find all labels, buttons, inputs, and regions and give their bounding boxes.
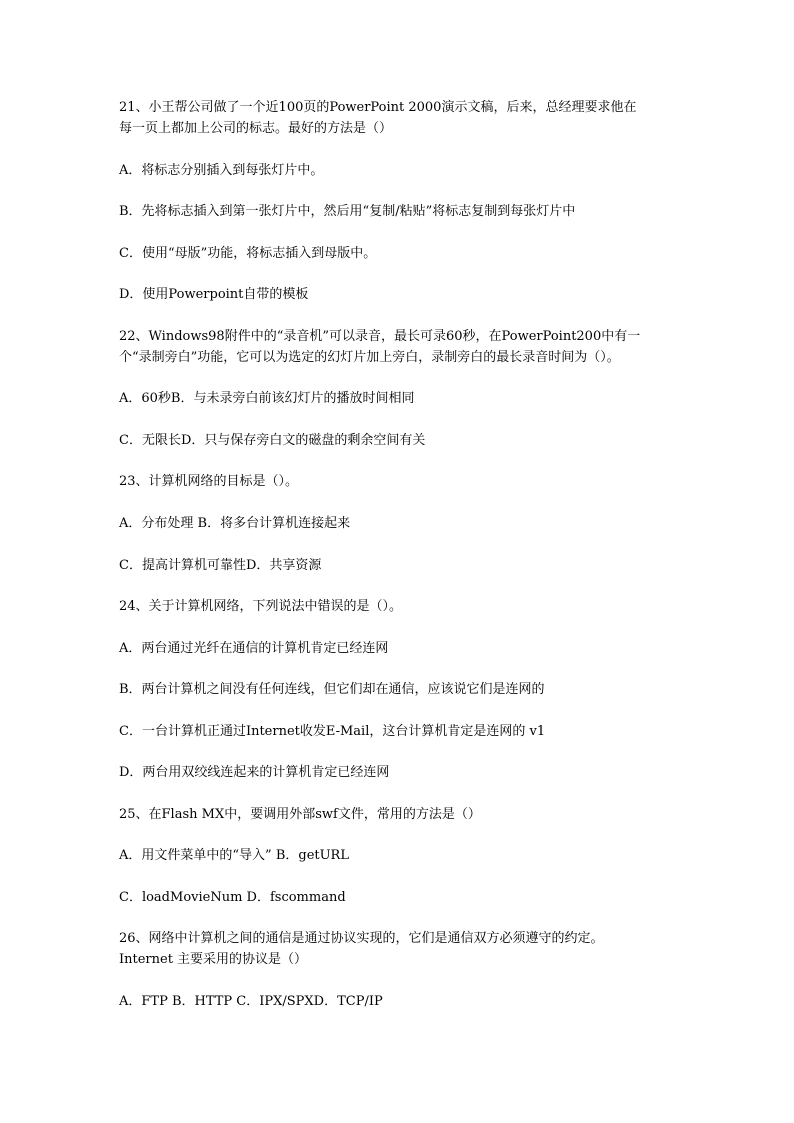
question-23-options-ab: A．分布处理 B．将多台计算机连接起来 [119,516,351,531]
question-21-stem-line-2: 每一页上都加上公司的标志。最好的方法是（） [119,121,393,136]
question-21-option-c: C．使用“母版”功能，将标志插入到母版中。 [119,246,377,261]
question-26-stem-line-1: 26、网络中计算机之间的通信是通过协议实现的，它们是通信双方必须遵守的约定。 [119,931,604,946]
question-22-stem-line-2: 个“录制旁白”功能，它可以为选定的幻灯片加上旁白，录制旁白的最长录音时间为（）。 [119,350,620,365]
question-24-option-c: C．一台计算机正通过Internet收发E-Mail，这台计算机肯定是连网的 v1 [119,724,546,739]
question-21-option-a: A．将标志分别插入到每张灯片中。 [119,163,324,178]
question-24-option-b: B．两台计算机之间没有任何连线，但它们却在通信，应该说它们是连网的 [119,682,545,697]
question-21-option-d: D．使用Powerpoint自带的模板 [119,287,309,302]
question-24-option-d: D．两台用双绞线连起来的计算机肯定已经连网 [119,765,390,780]
question-23-stem: 23、计算机网络的目标是（）。 [119,474,299,489]
question-22-options-cd: C．无限长D．只与保存旁白文的磁盘的剩余空间有关 [119,433,426,448]
question-26-stem-line-2: Internet 主要采用的协议是（） [119,952,308,967]
question-24-option-a: A．两台通过光纤在通信的计算机肯定已经连网 [119,641,389,656]
question-21-option-b: B．先将标志插入到第一张灯片中，然后用“复制/粘贴”将标志复制到每张灯片中 [119,204,576,219]
question-21-stem-line-1: 21、小王帮公司做了一个近100页的PowerPoint 2000演示文稿，后来，总经理要求他在 [119,100,637,115]
question-25-options-cd: C．loadMovieNum D．fscommand [119,890,346,905]
question-22-stem-line-1: 22、Windows98附件中的“录音机”可以录音，最长可录60秒，在PowerPoint200中有一 [119,329,641,344]
question-25-options-ab: A．用文件菜单中的“导入” B．getURL [119,848,349,863]
question-23-options-cd: C．提高计算机可靠性D．共享资源 [119,558,322,573]
question-22-options-ab: A．60秒B．与未录旁白前该幻灯片的播放时间相同 [119,391,415,406]
question-26-options: A．FTP B．HTTP C．IPX/SPXD．TCP/IP [119,994,383,1009]
question-25-stem: 25、在Flash MX中，要调用外部swf文件，常用的方法是（） [119,807,481,822]
question-24-stem: 24、关于计算机网络，下列说法中错误的是（）。 [119,599,403,614]
